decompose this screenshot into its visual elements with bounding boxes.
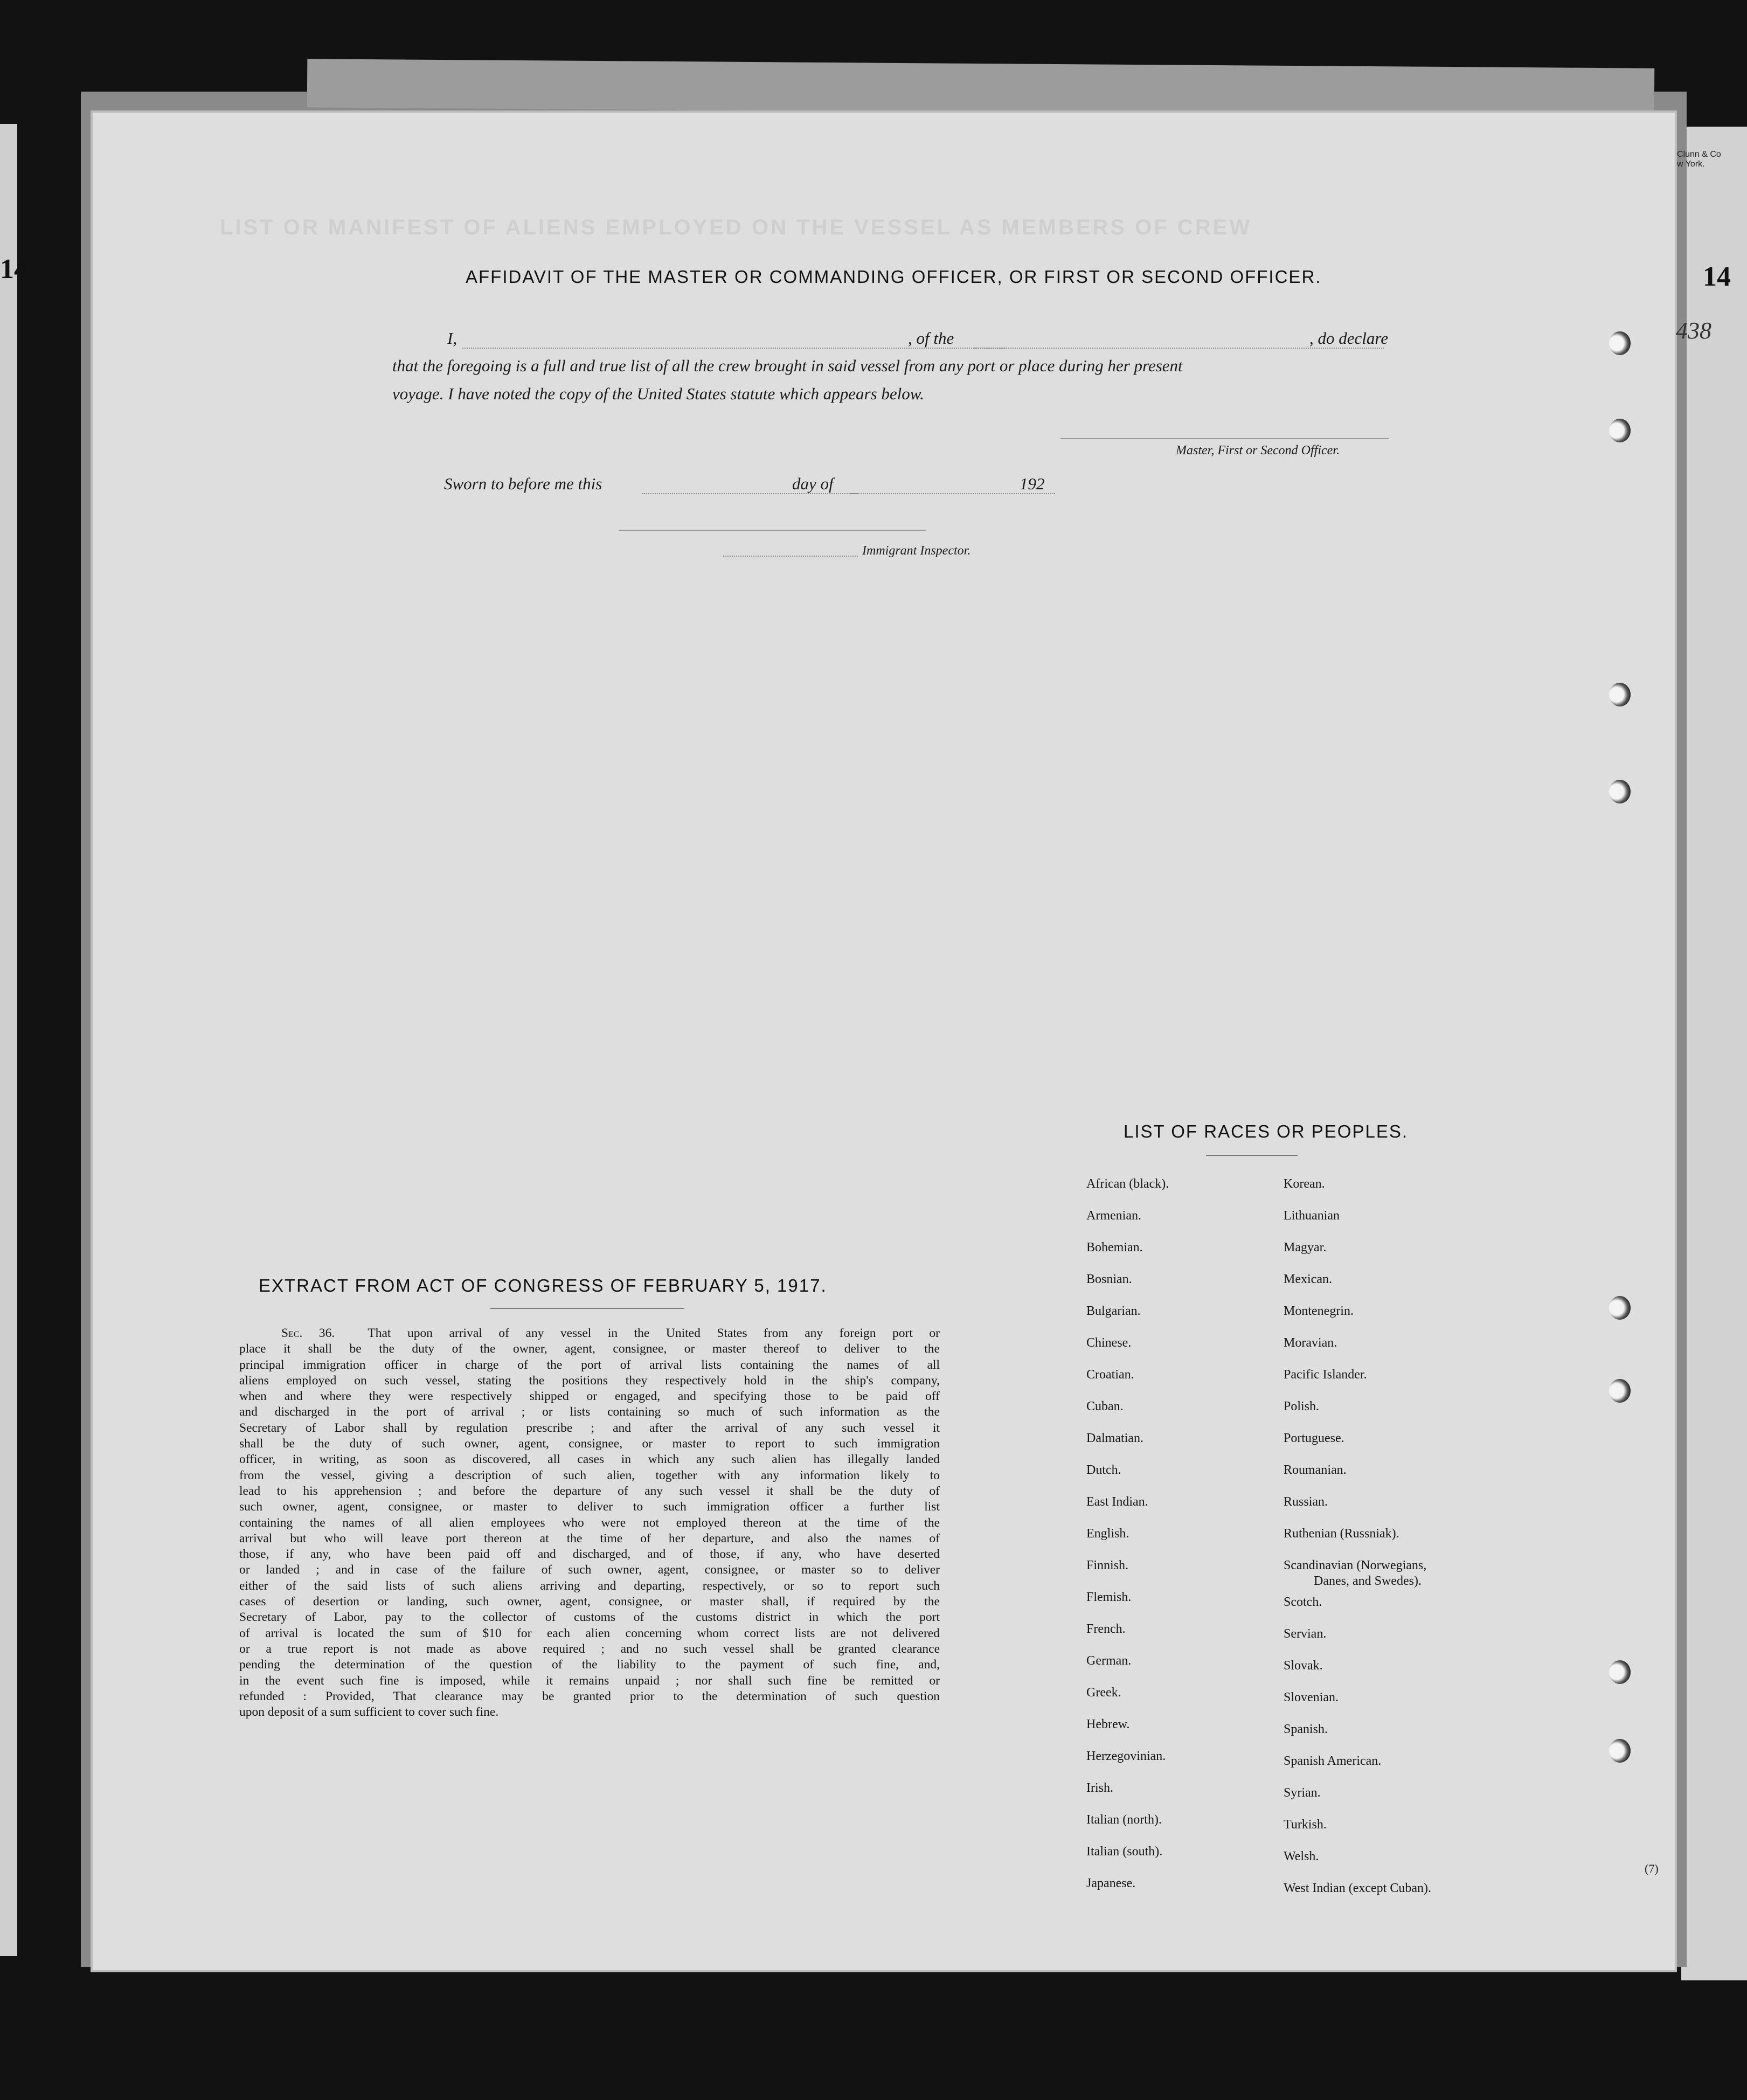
inspector-label: Immigrant Inspector. bbox=[862, 544, 971, 558]
officer-signature-line bbox=[1060, 438, 1389, 439]
punch-hole bbox=[1609, 331, 1631, 355]
officer-signature-label: Master, First or Second Officer. bbox=[1176, 443, 1340, 458]
section-line: arrival but who will leave port thereon at the time of her departure, and also the names of bbox=[239, 1531, 940, 1545]
section-line: principal immigration officer in charge of the port of arrival lists containing the names of all bbox=[239, 1357, 940, 1372]
race-item: Magyar. bbox=[1284, 1240, 1327, 1255]
race-item: German. bbox=[1086, 1654, 1132, 1668]
race-item: Roumanian. bbox=[1284, 1463, 1347, 1477]
race-item: Slovenian. bbox=[1284, 1690, 1339, 1704]
race-item: Bosnian. bbox=[1086, 1272, 1132, 1286]
section-line: Secretary of Labor, pay to the collector of customs of the customs district in which the port bbox=[239, 1610, 940, 1625]
adjacent-left-page bbox=[0, 124, 17, 1956]
race-item: Italian (north). bbox=[1086, 1813, 1162, 1827]
section-line: That upon arrival of any vessel in the United States from any foreign port or bbox=[368, 1326, 940, 1340]
race-item: Servian. bbox=[1284, 1627, 1327, 1641]
race-item: Italian (south). bbox=[1086, 1845, 1163, 1859]
right-edge-print: Clunn & Co w York. bbox=[1677, 150, 1721, 169]
section-line: Secretary of Labor shall by regulation prescribe ; and after the arrival of any such vessel it bbox=[239, 1420, 940, 1435]
race-item: Finnish. bbox=[1086, 1558, 1129, 1572]
race-item: Moravian. bbox=[1284, 1336, 1337, 1350]
inspector-signature-line bbox=[723, 556, 858, 557]
section-line: of arrival is located the sum of $10 for each alien concerning whom correct lists are not delivered bbox=[239, 1626, 940, 1640]
race-item: Welsh. bbox=[1284, 1849, 1319, 1863]
race-item: Mexican. bbox=[1284, 1272, 1332, 1286]
race-item: Dutch. bbox=[1086, 1463, 1121, 1477]
section-line: cases of desertion or landing, such owner, agent, consignee, or master shall, if required by the bbox=[239, 1595, 940, 1609]
section-line: such owner, agent, consignee, or master to deliver to such immigration officer a further list bbox=[239, 1500, 940, 1514]
race-item: Ruthenian (Russniak). bbox=[1284, 1527, 1399, 1541]
right-page-number: 14 bbox=[1703, 261, 1731, 292]
race-item: Bulgarian. bbox=[1086, 1304, 1141, 1318]
section-line: pending the determination of the question of the liability to the payment of such fine, and, bbox=[239, 1658, 940, 1672]
pencil-number: 438 bbox=[1676, 317, 1711, 344]
race-item: Greek. bbox=[1086, 1686, 1121, 1700]
race-item: East Indian. bbox=[1086, 1495, 1148, 1509]
section-line: officer, in writing, as soon as discovered, all cases in which any such alien has illegally landed bbox=[239, 1452, 940, 1467]
punch-hole bbox=[1609, 1660, 1631, 1684]
page-number: (7) bbox=[1645, 1862, 1659, 1875]
extract-title: EXTRACT FROM ACT OF CONGRESS OF FEBRUARY 5, 1917. bbox=[259, 1276, 827, 1295]
race-item: Slovak. bbox=[1284, 1659, 1323, 1673]
section-line: aliens employed on such vessel, stating the positions they respectively hold in the ship's company, bbox=[239, 1373, 940, 1388]
section-line: from the vessel, giving a description of such alien, together with any information likely to bbox=[239, 1468, 940, 1482]
section-line: shall be the duty of such owner, agent, consignee, or master to report to such immigration bbox=[239, 1437, 940, 1451]
affidavit-of-the-label: , of the bbox=[908, 329, 954, 348]
race-item: Scandinavian (Norwegians, bbox=[1284, 1558, 1427, 1572]
manifest-page bbox=[91, 110, 1677, 1972]
affidavit-declare-label: , do declare bbox=[1309, 329, 1389, 348]
bleed-through-header: LIST OR MANIFEST OF ALIENS EMPLOYED ON THE VESSEL AS MEMBERS OF CREW bbox=[220, 216, 1252, 239]
race-item: English. bbox=[1086, 1527, 1129, 1541]
race-item: Turkish. bbox=[1284, 1818, 1327, 1832]
section-line: and discharged in the port of arrival ; or lists containing so much of such information as the bbox=[239, 1405, 940, 1419]
race-item: Flemish. bbox=[1086, 1590, 1132, 1604]
races-title: LIST OF RACES OR PEOPLES. bbox=[1124, 1121, 1409, 1141]
affidavit-line-2: that the foregoing is a full and true list of all the crew brought in said vessel from any port or place during her present bbox=[392, 356, 1183, 375]
section-line: in the event such fine is imposed, while it remains unpaid ; nor shall such fine be remitted or bbox=[239, 1673, 940, 1688]
punch-hole bbox=[1609, 683, 1631, 706]
section-line: or landed ; and in case of the failure of such owner, agent, consignee, or master so to deliver bbox=[239, 1563, 940, 1577]
section-line: place it shall be the duty of the owner, agent, consignee, or master thereof to deliver to the bbox=[239, 1342, 940, 1356]
race-item: Spanish. bbox=[1284, 1722, 1328, 1736]
section-number: Sec. 36. bbox=[281, 1326, 335, 1340]
race-item: Irish. bbox=[1086, 1781, 1113, 1795]
inspector-upper-line bbox=[619, 530, 926, 531]
race-item: Pacific Islander. bbox=[1284, 1368, 1367, 1382]
race-item: Lithuanian bbox=[1284, 1209, 1340, 1223]
race-item: Portuguese. bbox=[1284, 1431, 1344, 1445]
affidavit-line-3: voyage. I have noted the copy of the United States statute which appears below. bbox=[392, 384, 924, 403]
punch-hole bbox=[1609, 419, 1631, 442]
race-item: French. bbox=[1086, 1622, 1126, 1636]
race-item: Polish. bbox=[1284, 1399, 1320, 1413]
punch-hole bbox=[1609, 1739, 1631, 1763]
races-title-rule bbox=[1206, 1155, 1298, 1156]
section-line: or a true report is not made as above required ; and no such vessel shall be granted clearance bbox=[239, 1641, 940, 1656]
section-line: those, if any, who have been paid off and discharged, and of those, if any, who have deserted bbox=[239, 1547, 940, 1562]
punch-hole bbox=[1609, 780, 1631, 803]
left-page-number: 14 bbox=[0, 254, 28, 285]
race-item: Syrian. bbox=[1284, 1786, 1321, 1800]
race-item: Armenian. bbox=[1086, 1209, 1141, 1223]
day-of-label: day of bbox=[792, 474, 834, 493]
section-line: lead to his apprehension ; and before the departure of any such vessel it shall be the duty of bbox=[239, 1484, 940, 1498]
year-label: 192 bbox=[1020, 474, 1045, 493]
race-item: Chinese. bbox=[1086, 1336, 1132, 1350]
race-item: Spanish American. bbox=[1284, 1754, 1382, 1768]
affidavit-i-label: I, bbox=[447, 329, 457, 348]
section-line: containing the names of all alien employees who were not employed thereon at the time of the bbox=[239, 1515, 940, 1530]
folded-sheet-edge bbox=[307, 59, 1655, 116]
race-item-continuation: Danes, and Swedes). bbox=[1314, 1574, 1422, 1588]
race-item: West Indian (except Cuban). bbox=[1284, 1881, 1431, 1895]
punch-hole bbox=[1609, 1296, 1631, 1320]
race-item: Bohemian. bbox=[1086, 1240, 1143, 1255]
race-item: Hebrew. bbox=[1086, 1717, 1130, 1731]
race-item: Scotch. bbox=[1284, 1595, 1322, 1609]
section-line: upon deposit of a sum sufficient to cover such fine. bbox=[239, 1705, 499, 1720]
adjacent-right-page bbox=[1681, 127, 1747, 1980]
race-item: Herzegovinian. bbox=[1086, 1749, 1166, 1763]
affidavit-title: AFFIDAVIT OF THE MASTER OR COMMANDING OFFICER, OR FIRST OR SECOND OFFICER. bbox=[466, 267, 1322, 287]
section-line: refunded : Provided, That clearance may be granted prior to the determination of such question bbox=[239, 1689, 940, 1703]
race-item: Japanese. bbox=[1086, 1876, 1136, 1890]
extract-title-rule bbox=[490, 1308, 684, 1309]
race-item: Croatian. bbox=[1086, 1368, 1134, 1382]
extract-section-36 bbox=[239, 1326, 940, 1720]
race-item: Russian. bbox=[1284, 1495, 1328, 1509]
sworn-label: Sworn to before me this bbox=[444, 474, 602, 493]
race-item: African (black). bbox=[1086, 1177, 1169, 1191]
race-item: Dalmatian. bbox=[1086, 1431, 1143, 1445]
section-line: either of the said lists of such aliens arriving and departing, respectively, or so to report such bbox=[239, 1578, 940, 1593]
race-item: Cuban. bbox=[1086, 1399, 1124, 1413]
race-item: Korean. bbox=[1284, 1177, 1325, 1191]
section-line: when and where they were respectively shipped or engaged, and specifying those to be paid off bbox=[239, 1389, 940, 1404]
race-item: Montenegrin. bbox=[1284, 1304, 1354, 1318]
punch-hole bbox=[1609, 1379, 1631, 1403]
